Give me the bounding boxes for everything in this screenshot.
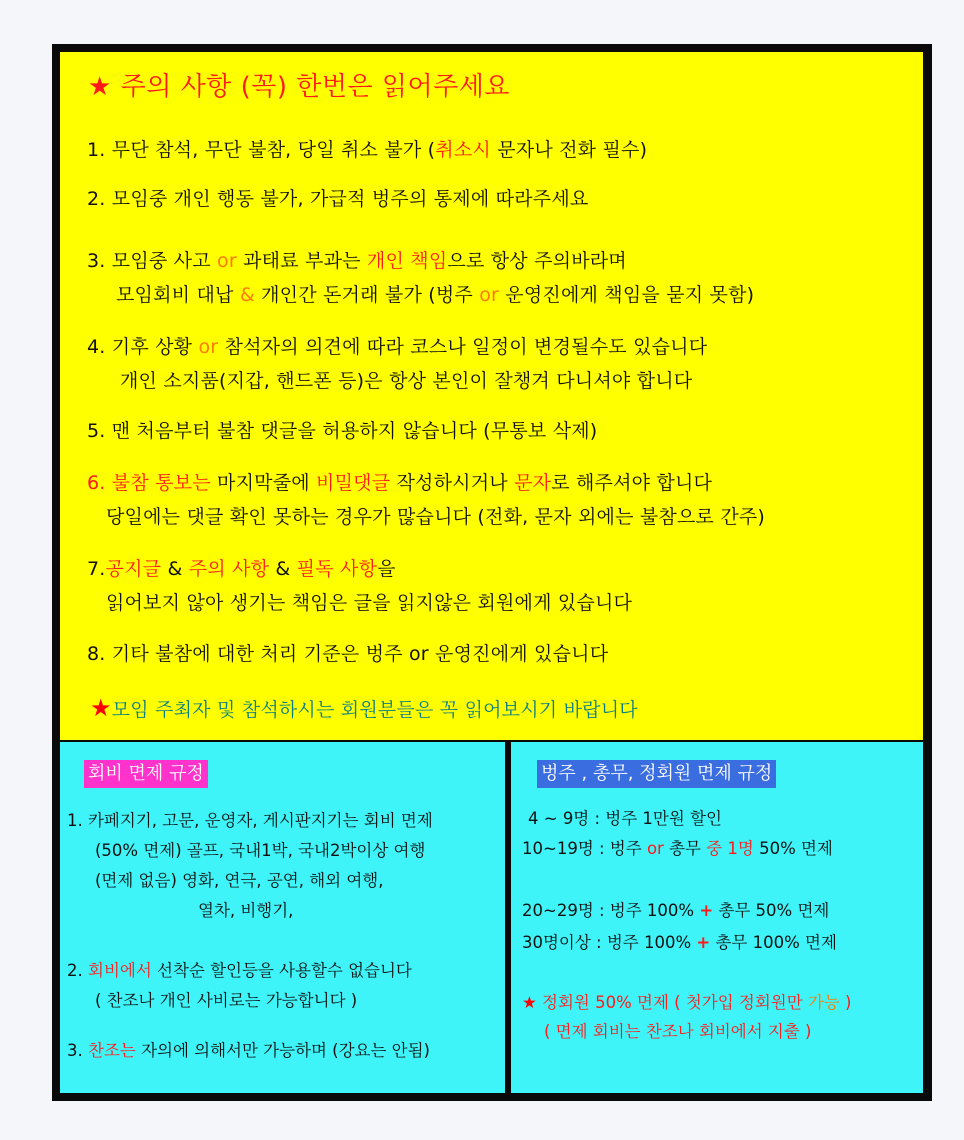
fee-exemption-tag: 회비 면제 규정	[84, 760, 208, 788]
notice-panel	[60, 52, 923, 740]
fee-exemption-panel	[60, 742, 505, 1093]
host-line-3: 20~29명 : 벙주 100% + 총무 50% 면제	[522, 901, 830, 920]
notice-item-7-line2: 읽어보지 않아 생기는 책임은 글을 읽지않은 회원에게 있습니다	[106, 592, 633, 614]
fee-line-7: 3. 찬조는 자의에 의해서만 가능하며 (강요는 안됨)	[67, 1041, 430, 1060]
star-icon: ★	[522, 993, 537, 1012]
fee-line-3: (면제 없음) 영화, 연극, 공연, 해외 여행,	[95, 871, 384, 890]
notice-item-8: 8. 기타 불참에 대한 처리 기준은 벙주 or 운영진에게 있습니다	[87, 643, 609, 665]
host-exemption-panel	[511, 742, 923, 1093]
host-line-4: 30명이상 : 벙주 100% + 총무 100% 면제	[522, 933, 837, 952]
host-line-2: 10~19명 : 벙주 or 총무 중 1명 50% 면제	[522, 839, 833, 858]
notice-item-3-line2: 모임회비 대납 & 개인간 돈거래 불가 (벙주 or 운영진에게 책임을 묻지 못함)	[116, 284, 755, 306]
notice-item-1: 1. 무단 참석, 무단 불참, 당일 취소 불가 (취소시 문자나 전화 필수)	[87, 139, 648, 161]
notice-item-7-line1: 7.공지글 & 주의 사항 & 필독 사항을	[87, 558, 396, 580]
notice-frame	[52, 44, 932, 1101]
fee-line-1: 1. 카페지기, 고문, 운영자, 게시판지기는 회비 면제	[67, 811, 433, 830]
notice-item-4-line1: 4. 기후 상황 or 참석자의 의견에 따라 코스나 일정이 변경될수도 있습니다	[87, 336, 708, 358]
host-line-6: ( 면제 회비는 찬조나 회비에서 지출 )	[544, 1022, 812, 1041]
notice-item-5: 5. 맨 처음부터 불참 댓글을 허용하지 않습니다 (무통보 삭제)	[87, 420, 598, 442]
host-exemption-tag: 벙주 , 총무, 정회원 면제 규정	[537, 760, 776, 788]
host-line-1: 4 ~ 9명 : 벙주 1만원 할인	[528, 809, 722, 828]
fee-line-6: ( 찬조나 개인 사비로는 가능합니다 )	[95, 991, 358, 1010]
notice-item-2: 2. 모임중 개인 행동 불가, 가급적 벙주의 통제에 따라주세요	[87, 188, 589, 210]
fee-line-5: 2. 회비에서 선착순 할인등을 사용할수 없습니다	[67, 961, 412, 980]
notice-item-3-line1: 3. 모임중 사고 or 과태료 부과는 개인 책임으로 항상 주의바라며	[87, 250, 627, 272]
fee-line-4: 열차, 비행기,	[198, 901, 294, 920]
notice-title: ★ 주의 사항 (꼭) 한번은 읽어주세요	[88, 72, 510, 102]
fee-line-2: (50% 면제) 골프, 국내1박, 국내2박이상 여행	[95, 841, 426, 860]
star-icon: ★	[90, 694, 112, 722]
host-line-5: ★ 정회원 50% 면제 ( 첫가입 정회원만 가능 )	[522, 993, 852, 1012]
notice-item-4-line2: 개인 소지품(지갑, 핸드폰 등)은 항상 본인이 잘챙겨 다니셔야 합니다	[120, 370, 693, 392]
notice-item-6-line2: 당일에는 댓글 확인 못하는 경우가 많습니다 (전화, 문자 외에는 불참으로 간주)	[106, 506, 766, 528]
notice-closing: ★모임 주최자 및 참석하시는 회원분들은 꼭 읽어보시기 바랍니다	[90, 694, 638, 722]
notice-item-6-line1: 6. 불참 통보는 마지막줄에 비밀댓글 작성하시거나 문자로 해주셔야 합니다	[87, 472, 713, 494]
